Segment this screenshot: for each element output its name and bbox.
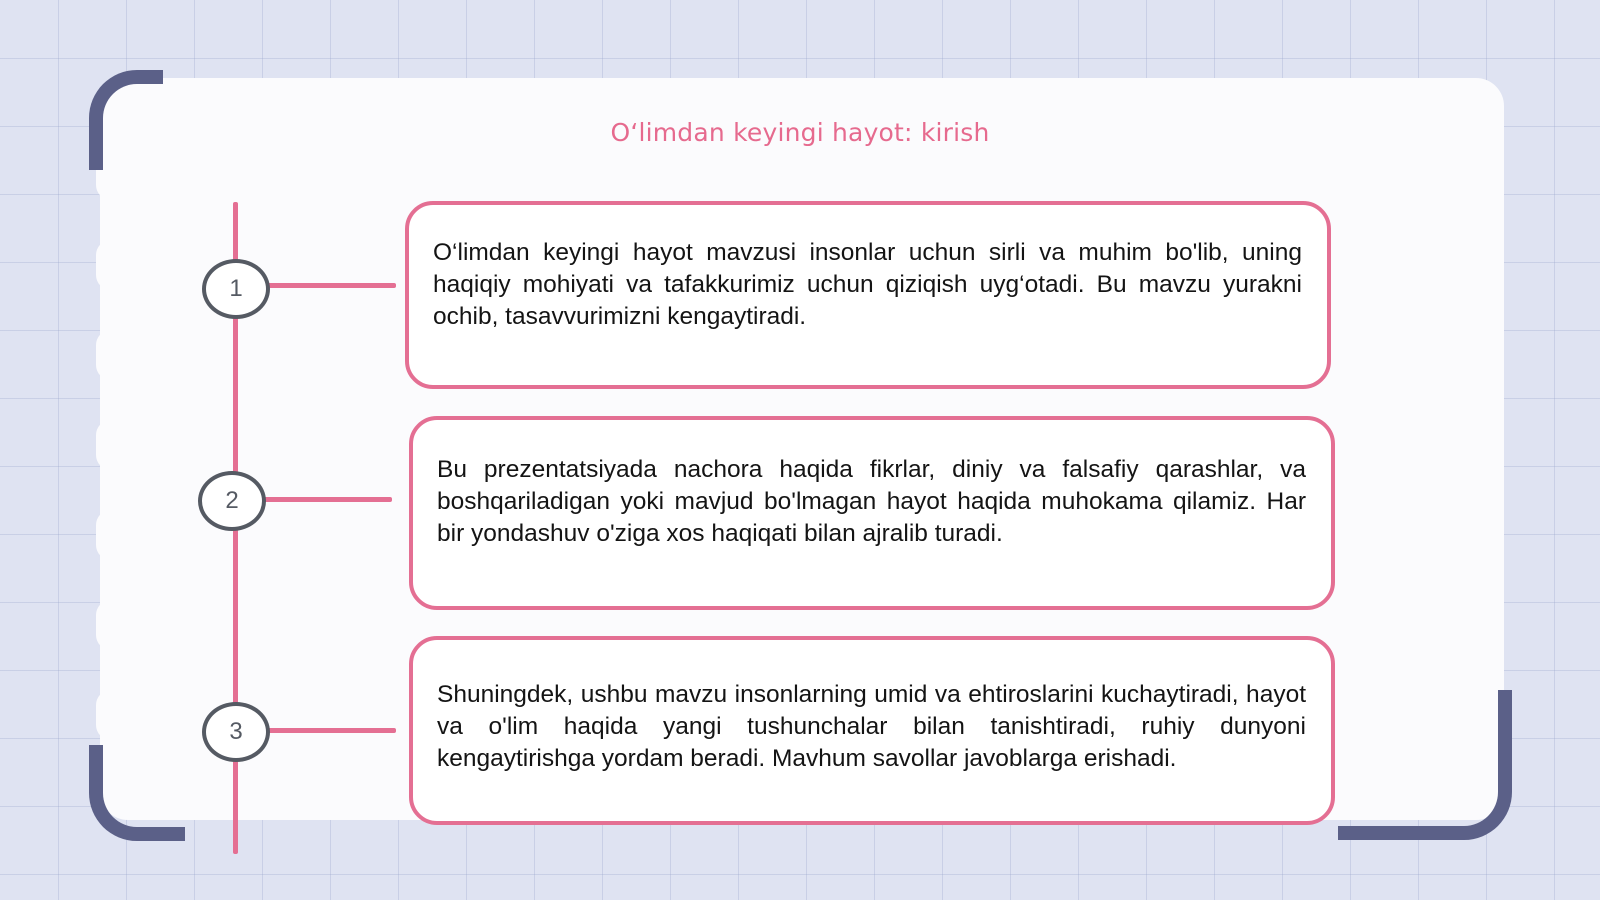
- step-text-box-3: [409, 636, 1335, 825]
- scallop-edge: [96, 690, 126, 740]
- scallop-edge: [96, 330, 126, 380]
- scallop-edge: [96, 240, 126, 290]
- scallop-edge: [96, 420, 126, 470]
- step-text-3: Shuningdek, ushbu mavzu insonlarning umid va ehtiroslarini kuchaytiradi, hayot va o'lim haqida yangi tushunchalar bilan tanishtiradi, ruhiy dunyoni kengaytirishga yordam beradi. Mavhum savollar javoblarga erishadi.: [437, 680, 1306, 772]
- scallop-edge: [96, 510, 126, 560]
- step-number-1: 1: [202, 259, 270, 319]
- step-text-box-2: [409, 416, 1335, 610]
- frame-corner-bottom-right: [1338, 690, 1512, 840]
- timeline-connector: [262, 728, 396, 733]
- step-text-1: O‘limdan keyingi hayot mavzusi insonlar uchun sirli va muhim bo'lib, uning haqiqiy mohiyati va tafakkurimiz uchun qiziqish uyg‘otadi. Bu mavzu yurakni ochib, tasavvurimizni kengaytiradi.: [433, 239, 1302, 330]
- step-number-3: 3: [202, 702, 270, 762]
- scallop-edge: [96, 600, 126, 650]
- slide-title: Oʻlimdan keyingi hayot: kirish: [610, 118, 990, 147]
- step-number-2: 2: [198, 471, 266, 531]
- step-text-box-1: [405, 201, 1331, 389]
- frame-corner-bottom-left: [89, 745, 185, 841]
- timeline-connector: [258, 497, 392, 502]
- step-text-2: Bu prezentatsiyada nachora haqida fikrlar, diniy va falsafiy qarashlar, va boshqariladigan yoki mavjud bo'lmagan hayot haqida muhokama qilamiz. Har bir yondashuv o'ziga xos haqiqati bilan ajralib turadi.: [437, 456, 1306, 547]
- timeline-connector: [262, 283, 396, 288]
